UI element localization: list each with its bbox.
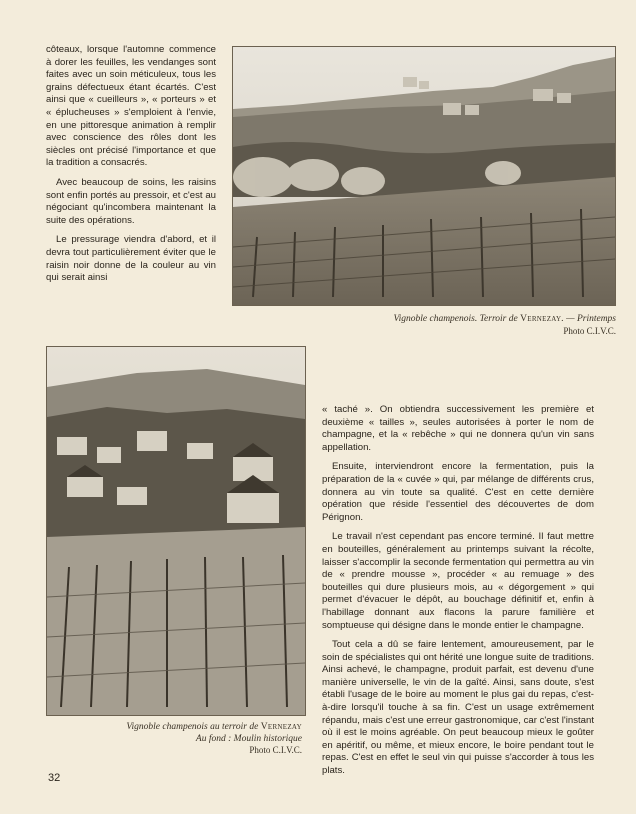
page-number: 32 [48,772,61,784]
paragraph: Le pressurage viendra d'abord, et il devra tout particulièrement éviter que le raisin noir donne de la couleur au vin qui serait ainsi [46,234,216,284]
paragraph: Avec beaucoup de soins, les raisins sont enfin portés au pressoir, et c'est au négociant qu'incombera maintenant la suite des opérations. [46,176,216,226]
caption-place: Vernezay [520,314,562,324]
text-column-top [46,44,216,292]
paragraph: Le travail n'est cependant pas encore terminé. Il faut mettre en bouteilles, généralement au printemps suivant la récolte, laisser s'accomplir la seconde fermentation qui permettra au vin de « prendre mousse », procéder « au remuage » des bouteilles qui dure plusieurs mois, au « dégorgement » qui permet d'évacuer le dépôt, au bouchage définitif et, enfin à l'habillage donnant aux flacons la parure familière et somptueuse qui désigne dans le monde entier le champagne. [322,531,594,631]
caption-top-photo [312,314,616,338]
paragraph: Tout cela a dû se faire lentement, amoureusement, par le soin de spécialistes qui ont hérité une longue suite de traditions. Ainsi achevé, le champagne, produit parfait, est devenu d'une manière universelle, le vin de la gaîté. Ainsi, sans doute, s'est établi l'usage de le boire au moment le plus gai du repas, c'est-à-dire lorsqu'il touche à sa fin. C'est un usage extrêmement répandu, mais c'est une erreur gastronomique, car c'est l'instant où il est le moins agréable. On peut beaucoup mieux le goûter en apéritif, ou même, et mieux encore, le boire pendant tout le repas. C'est en effet le seul vin qui puisse s'accorder à tous les plats. [322,639,594,777]
paragraph: Ensuite, interviendront encore la fermentation, puis la préparation de la « cuvée » qui, par mélange de différents crus, donnera au vin toute sa qualité. C'est en cette dernière opération que réside l'essentiel des découvertes de dom Pérignon. [322,461,594,523]
caption-text: Vignoble champenois au terroir de [126,722,261,732]
caption-subtitle: Au fond : Moulin historique [195,733,302,744]
text-column-bottom [322,404,594,785]
caption-place: Vernezay [260,722,302,732]
photo-credit: Photo C.I.V.C. [563,325,616,336]
caption-bottom-photo [50,722,302,758]
vineyard-spring-photo [232,46,616,306]
paragraph: côteaux, lorsque l'automne commence à dorer les feuilles, les vendanges sont faites avec un soin méticuleux, tous les grains défectueux étant écartés. C'est ainsi que « cueilleurs », « porteurs » et « éplucheuses » s'emploient à l'envie, en une pittoresque animation à remplir avec conscience des rôles dont les siècles ont précisé l'importance et que la tradition a consacrés. [46,44,216,169]
paragraph: « taché ». On obtiendra successivement les première et deuxième « tailles », seules autorisées à porter le nom de champagne, et la « rebêche » qui ne donnera qu'un vin sans appellation. [322,404,594,453]
photo-credit: Photo C.I.V.C. [249,745,302,755]
caption-text: Vignoble champenois. Terroir de [393,314,521,324]
caption-season: . — Printemps [561,314,616,324]
vineyard-village-photo [46,346,306,716]
